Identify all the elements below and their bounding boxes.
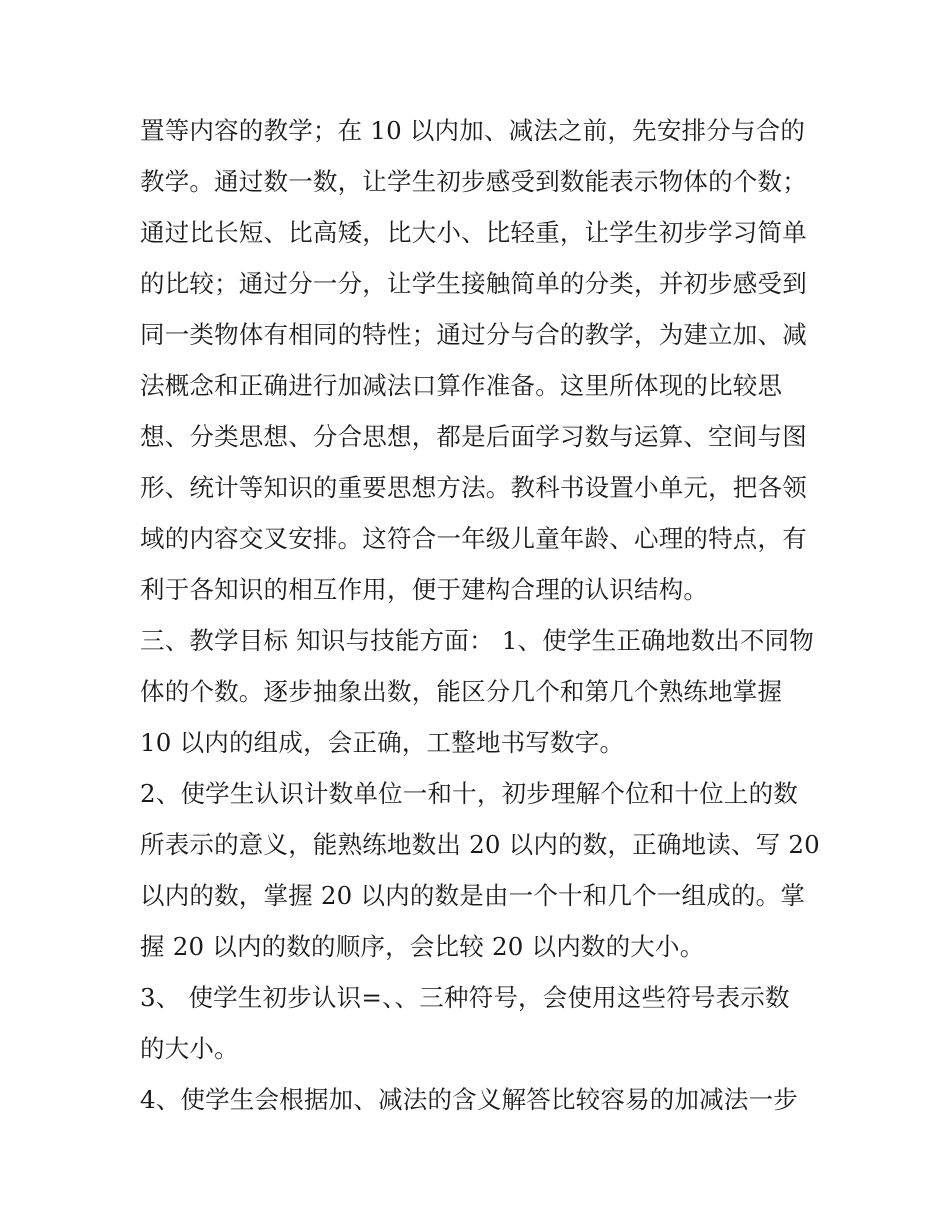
text-line-3: 通过比长短、比高矮，比大小、比轻重，让学生初步学习简单	[140, 218, 807, 247]
document-body	[140, 105, 820, 1125]
text-line-6: 法概念和正确进行加减法口算作准备。这里所体现的比较思	[140, 371, 783, 400]
goal-item-3-line-2: 的大小。	[140, 1034, 239, 1063]
text-line-7: 想、分类思想、分合思想，都是后面学习数与运算、空间与图	[140, 422, 807, 451]
text-line-13: 10 以内的组成，会正确，工整地书写数字。	[140, 728, 625, 757]
goal-item-2-line-4: 握 20 以内的数的顺序，会比较 20 以内数的大小。	[140, 932, 705, 961]
text-line-2: 教学。通过数一数，让学生初步感受到数能表示物体的个数；	[140, 167, 807, 196]
section-heading-teaching-goals: 三、教学目标 知识与技能方面： 1、使学生正确地数出不同物	[140, 626, 814, 655]
goal-item-3-line-1: 3、 使学生初步认识=、、三种符号，会使用这些符号表示数	[140, 983, 790, 1012]
goal-item-4-line-1: 4、使学生会根据加、减法的含义解答比较容易的加减法一步	[140, 1085, 798, 1114]
text-line-10: 利于各知识的相互作用，便于建构合理的认识结构。	[140, 575, 709, 604]
text-line-4: 的比较；通过分一分，让学生接触简单的分类，并初步感受到	[140, 269, 807, 298]
goal-item-2-line-2: 所表示的意义，能熟练地数出 20 以内的数，正确地读、写 20	[140, 830, 820, 859]
text-line-12: 体的个数。逐步抽象出数，能区分几个和第几个熟练地掌握	[140, 677, 783, 706]
text-line-9: 域的内容交叉安排。这符合一年级儿童年龄、心理的特点，有	[140, 524, 807, 553]
text-line-1: 置等内容的教学；在 10 以内加、减法之前，先安排分与合的	[140, 116, 806, 145]
goal-item-2-line-3: 以内的数，掌握 20 以内的数是由一个十和几个一组成的。掌	[140, 881, 806, 910]
text-line-5: 同一类物体有相同的特性；通过分与合的教学，为建立加、减	[140, 320, 807, 349]
text-line-8: 形、统计等知识的重要思想方法。教科书设置小单元，把各领	[140, 473, 807, 502]
goal-item-2-line-1: 2、使学生认识计数单位一和十，初步理解个位和十位上的数	[140, 779, 798, 808]
